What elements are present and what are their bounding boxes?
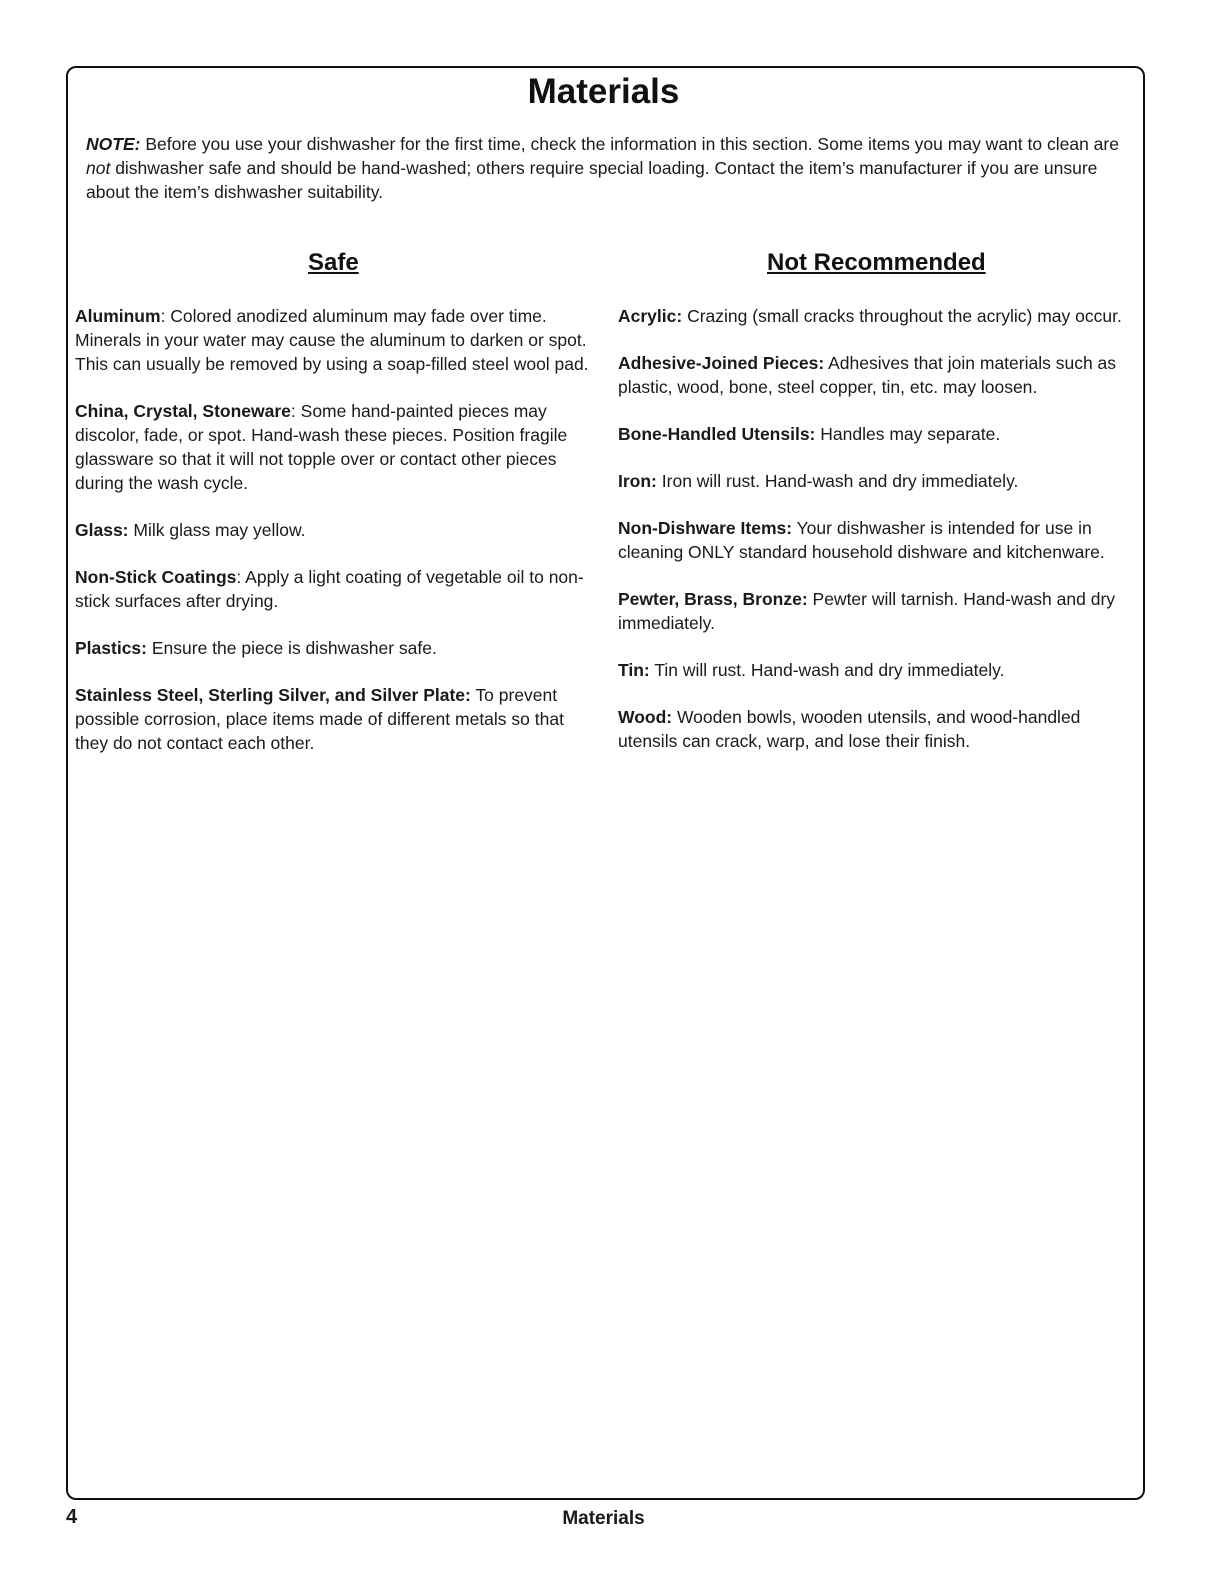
not-recommended-item-term: Non-Dishware Items: [618, 518, 793, 538]
not-recommended-item [618, 422, 1136, 446]
note-text-part1: Before you use your dishwasher for the first time, check the information in this section. Some items you may want to clean are [140, 134, 1119, 154]
safe-item-text: Colored anodized aluminum may fade over time. Minerals in your water may cause the aluminum to darken or spot. This can usually be removed by using a soap-filled steel wool pad. [75, 306, 589, 374]
safe-column [75, 304, 595, 778]
not-recommended-item [618, 516, 1136, 564]
not-recommended-item-term: Acrylic: [618, 306, 683, 326]
not-recommended-item-term: Bone-Handled Utensils: [618, 424, 816, 444]
not-recommended-item [618, 587, 1136, 635]
not-recommended-heading: Not Recommended [767, 249, 986, 276]
page-border-frame [66, 66, 1145, 1500]
not-recommended-item-text: Crazing (small cracks throughout the acrylic) may occur. [687, 306, 1122, 326]
safe-item-term: Non-Stick Coatings [75, 567, 237, 587]
intro-note [86, 132, 1136, 204]
not-recommended-item [618, 304, 1136, 328]
safe-item: Aluminum: Colored anodized aluminum may fade over time. Minerals in your water may cause the aluminum to darken or spot. This can usually be removed by using a soap-filled steel wool pad. [75, 306, 589, 374]
safe-item [75, 636, 595, 660]
not-recommended-item-text: Tin will rust. Hand-wash and dry immediately. [654, 660, 1005, 680]
not-recommended-item-text: Adhesives that join materials such as plastic, wood, bone, steel copper, tin, etc. may loosen. [618, 353, 1117, 397]
not-recommended-item-term: Pewter, Brass, Bronze: [618, 589, 808, 609]
safe-item-text: Some hand-painted pieces may discolor, fade, or spot. Hand-wash these pieces. Position fragile glassware so that it will not topple over or contact other pieces during the wash cycle. [75, 401, 568, 493]
note-text-part2: dishwasher safe and should be hand-washed; others require special loading. Contact the item’s manufacturer if you are unsure about the item’s dishwasher suitability. [86, 158, 1098, 202]
safe-item: China, Crystal, Stoneware: Some hand-painted pieces may discolor, fade, or spot. Hand-wash these pieces. Position fragile glassware so that it will not topple over or contact other pieces during the wash cycle. [75, 401, 568, 493]
safe-item-term: Stainless Steel, Sterling Silver, and Silver Plate: [75, 685, 471, 705]
safe-item-term: Plastics: [75, 638, 147, 658]
safe-item: Non-Stick Coatings: Apply a light coating of vegetable oil to non-stick surfaces after drying. [75, 567, 584, 611]
page-number: 4 [66, 1506, 78, 1528]
not-recommended-column [618, 304, 1136, 776]
not-recommended-item-text: Wooden bowls, wooden utensils, and wood-handled utensils can crack, warp, and lose their finish. [618, 707, 1081, 751]
not-recommended-item-term: Adhesive-Joined Pieces: [618, 353, 825, 373]
not-recommended-item-text: Pewter will tarnish. Hand-wash and dry immediately. [618, 589, 1116, 633]
safe-item-text: Milk glass may yellow. [133, 520, 306, 540]
safe-item-text: To prevent possible corrosion, place items made of different metals so that they do not contact each other. [75, 685, 564, 753]
not-recommended-item-term: Iron: [618, 471, 657, 491]
safe-item [75, 518, 595, 542]
not-recommended-item-text: Iron will rust. Hand-wash and dry immediately. [661, 471, 1019, 491]
safe-item-term: Aluminum [75, 306, 161, 326]
not-recommended-item-term: Wood: [618, 707, 673, 727]
safe-item-term: Glass: [75, 520, 129, 540]
not-recommended-item [618, 351, 1136, 399]
page-title: Materials [527, 72, 680, 111]
footer-section-title: Materials [562, 1508, 645, 1529]
not-recommended-item-term: Tin: [618, 660, 650, 680]
not-recommended-item-text: Handles may separate. [820, 424, 1001, 444]
safe-item-text: Apply a light coating of vegetable oil to non-stick surfaces after drying. [75, 567, 584, 611]
not-recommended-item-text: Your dishwasher is intended for use in cleaning ONLY standard household dishware and kitchenware. [618, 518, 1105, 562]
safe-heading: Safe [308, 249, 359, 276]
note-label: NOTE: [86, 134, 141, 154]
safe-item-text: Ensure the piece is dishwasher safe. [151, 638, 437, 658]
not-recommended-item [618, 705, 1136, 753]
safe-item [75, 683, 595, 755]
not-recommended-item [618, 469, 1136, 493]
note-emphasis: not [86, 158, 111, 178]
not-recommended-item [618, 658, 1136, 682]
safe-item-term: China, Crystal, Stoneware [75, 401, 291, 421]
